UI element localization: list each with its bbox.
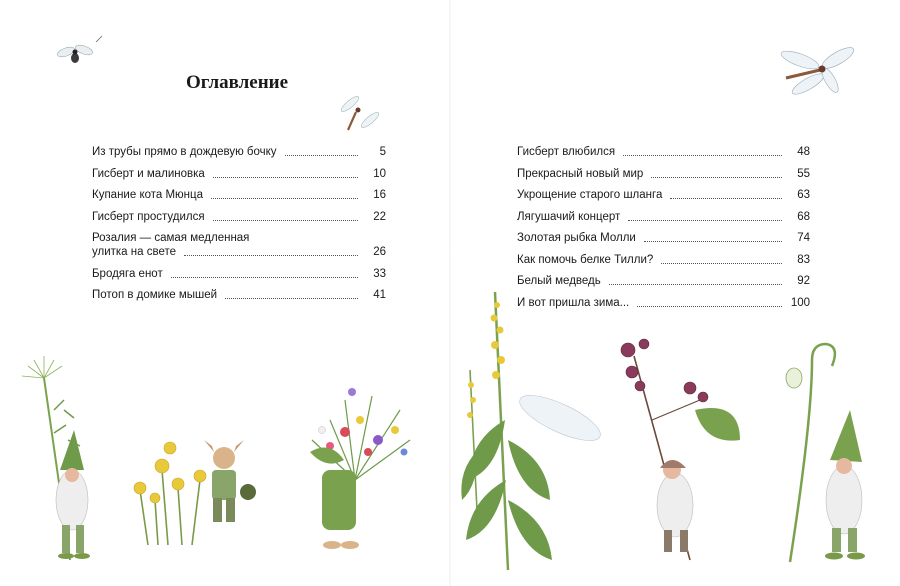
- toc-entry-page: 26: [373, 246, 386, 258]
- gnome-with-coltsfoot-illustration: [134, 440, 256, 545]
- toc-entry-page: 22: [373, 210, 386, 223]
- toc-entry-page: 100: [790, 296, 810, 309]
- toc-entry-title: Бродяга енот: [92, 267, 163, 280]
- toc-entry-page: 10: [373, 167, 386, 180]
- toc-entry-page: 74: [797, 232, 810, 244]
- toc-entry-title: Укрощение старого шланга: [517, 189, 663, 201]
- toc-entry-title-line1: Розалия — самая медленная: [92, 232, 250, 244]
- fly-icon: [56, 36, 102, 63]
- toc-entry-title: улитка на свете: [92, 246, 176, 258]
- toc-entry-title: Гисберт простудился: [92, 210, 205, 223]
- gnome-with-burdock-illustration: [621, 339, 740, 560]
- toc-entry-title: И вот пришла зима...: [517, 296, 630, 309]
- toc-entry-title: Гисберт и малиновка: [92, 167, 205, 180]
- dragonfly-icon: [339, 94, 380, 130]
- toc-entry-page: 68: [797, 210, 810, 223]
- toc-entry-page: 5: [379, 146, 386, 158]
- toc-entry-page: 83: [797, 253, 810, 266]
- gnome-with-crook-illustration: [786, 344, 865, 562]
- toc-entry-page: 92: [797, 275, 810, 287]
- toc-entry-title: Лягушачий концерт: [517, 210, 621, 223]
- toc-entry-title: Золотая рыбка Молли: [517, 232, 636, 244]
- toc-entry-page: 48: [797, 146, 810, 158]
- gnome-with-dill-illustration: [22, 356, 90, 560]
- page-title: Оглавление: [186, 72, 289, 93]
- toc-entry-title: Белый медведь: [517, 275, 601, 287]
- gnome-with-bouquet-illustration: [310, 388, 410, 549]
- toc-entry-title: Прекрасный новый мир: [517, 167, 644, 180]
- toc-entry-page: 41: [373, 289, 386, 301]
- toc-entry-page: 33: [373, 267, 386, 280]
- toc-entry-page: 16: [373, 189, 386, 201]
- toc-entry-title: Как помочь белке Тилли?: [517, 253, 654, 266]
- toc-entry-page: 63: [797, 189, 810, 201]
- toc-entry-title: Купание кота Мюнца: [92, 189, 204, 201]
- toc-entry-page: 55: [797, 167, 810, 180]
- toc-entry-title: Из трубы прямо в дождевую бочку: [92, 146, 277, 158]
- toc-entry-title: Потоп в домике мышей: [92, 289, 218, 301]
- mullein-with-fairy-illustration: [461, 292, 605, 570]
- dragonfly-icon: [779, 44, 856, 98]
- toc-entry-title: Гисберт влюбился: [517, 146, 616, 158]
